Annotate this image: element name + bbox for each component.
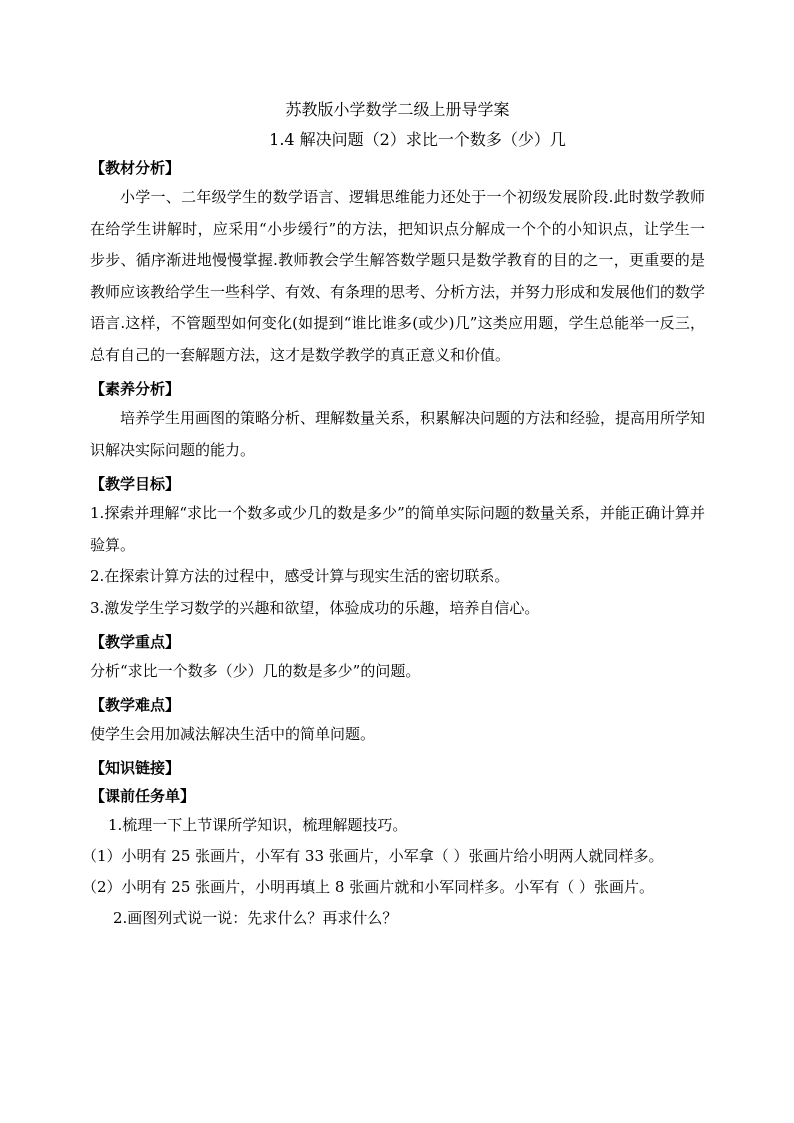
section-paragraph: 小学一、二年级学生的数学语言、逻辑思维能力还处于一个初级发展阶段.此时数学教师在给学生讲解时，应采用“小步缓行”的方法，把知识点分解成一个个的小知识点，让学生一步步、循序渐进地慢慢掌握.教师教会学生解答数学题只是数学教育的目的之一，更重要的是教师应该教给学生一些科学、有效、有条理的思考、分析方法，并努力形成和发展他们的数学语言.这样，不管题型如何变化(如提到“谁比谁多(或少)几”这类应用题，学生总能举一反三，总有自己的一套解题方法，这才是数学教学的真正意义和价值。	[90, 188, 706, 364]
section-heading: 【教学难点】	[90, 696, 181, 714]
objective-item: 2.在探索计算方法的过程中，感受计算与现实生活的密切联系。	[90, 567, 510, 585]
section-jiaocai	[90, 158, 705, 371]
section-zhongdian	[90, 632, 705, 687]
section-mubiao	[90, 474, 705, 624]
section-heading: 【素养分析】	[90, 380, 181, 398]
section-text: 使学生会用加减法解决生活中的简单问题。	[90, 725, 376, 743]
section-renwu	[82, 786, 705, 934]
objective-item: 3.激发学生学习数学的兴趣和欲望，体验成功的乐趣，培养自信心。	[90, 598, 540, 617]
document-page	[82, 100, 706, 934]
task-line: 1.梳理一下上节课所学知识，梳理解题技巧。	[108, 816, 408, 834]
section-heading: 【教材分析】	[90, 159, 181, 177]
document-title: 苏教版小学数学二级上册导学案	[285, 100, 510, 119]
section-suyang	[90, 379, 705, 466]
task-question: （2）小明有 25 张画片，小明再填上 8 张画片就和小军同样多。小军有（ ）张画片。	[82, 878, 655, 896]
section-heading: 【教学重点】	[90, 633, 181, 651]
section-text: 分析“求比一个数多（少）几的数是多少”的问题。	[90, 662, 421, 680]
section-nandian	[90, 695, 705, 750]
task-line: 2.画图列式说一说：先求什么？再求什么？	[113, 909, 398, 927]
section-heading: 【课前任务单】	[90, 787, 196, 805]
section-heading: 【教学目标】	[90, 475, 181, 493]
section-lianjie	[90, 758, 705, 778]
document-subtitle: 1.4 解决问题（2）求比一个数多（少）几	[269, 130, 566, 149]
section-heading: 【知识链接】	[90, 759, 181, 777]
task-question: （1）小明有 25 张画片，小军有 33 张画片，小军拿（ ）张画片给小明两人就同样多。	[82, 847, 664, 865]
section-paragraph: 培养学生用画图的策略分析、理解数量关系，积累解决问题的方法和经验，提高用所学知识解决实际问题的能力。	[90, 409, 706, 459]
objective-item: 1.探索并理解“求比一个数多或少几的数是多少”的简单实际问题的数量关系，并能正确计算并验算。	[90, 504, 705, 554]
